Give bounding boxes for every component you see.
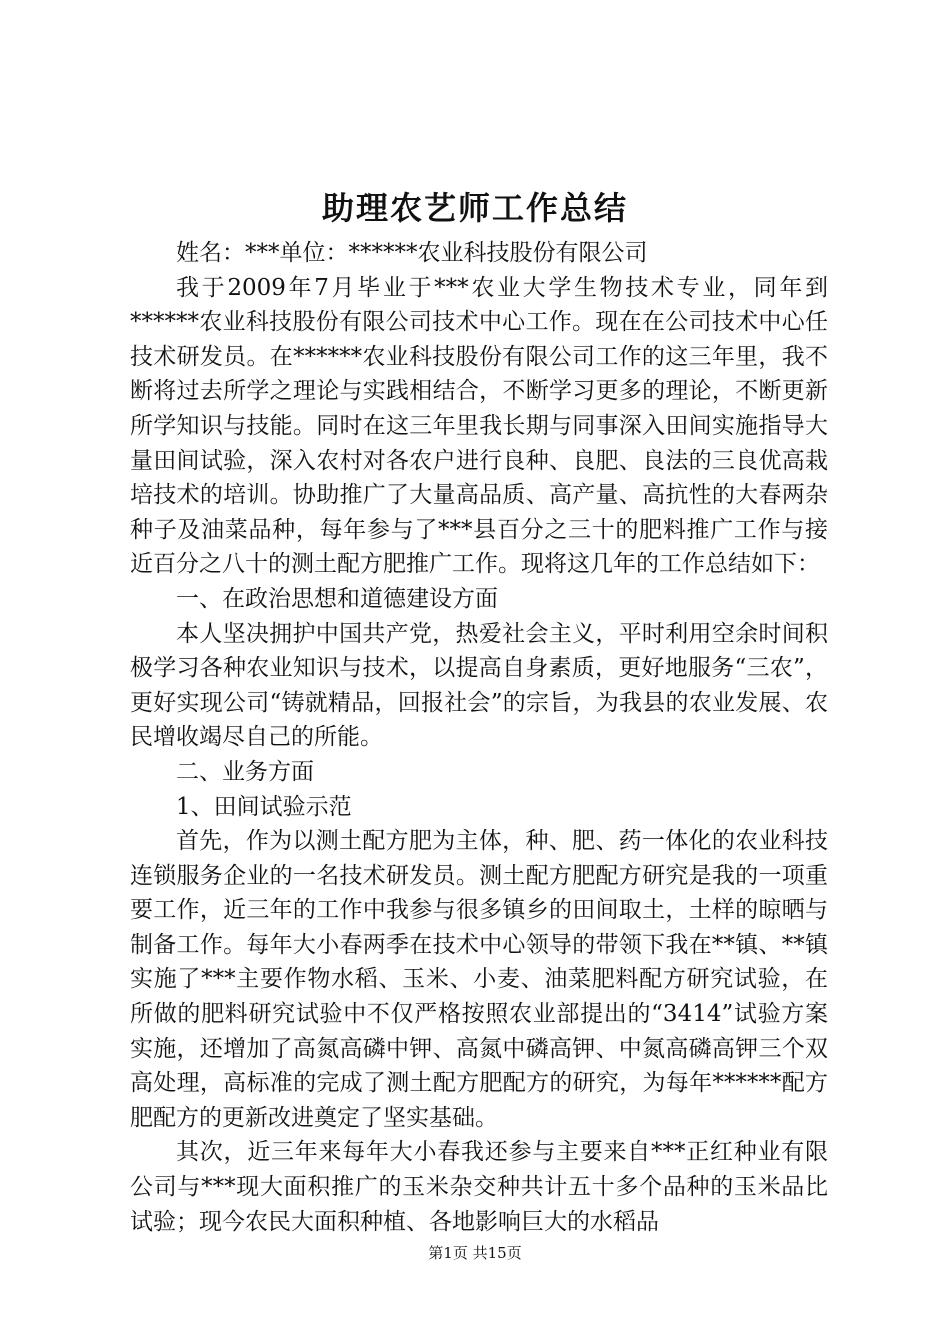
variety-trials-paragraph: 其次，近三年来每年大小春我还参与主要来自***正红种业有限公司与***现大面积推广的玉米杂交种共计五十多个品种的玉米品比试验；现今农民大面积种植、各地影响巨大的水稻品: [130, 1139, 828, 1235]
field-trials-paragraph: 首先，作为以测土配方肥为主体，种、肥、药一体化的农业科技连锁服务企业的一名技术研发员。测土配方肥配方研究是我的一项重要工作，近三年的工作中我参与很多镇乡的田间取土，土样的晾晒与制备工作。每年大小春两季在技术中心领导的带领下我在**镇、**镇实施了***主要作物水稻、玉米、小麦、油菜肥料配方研究试验，在所做的肥料研究试验中不仅严格按照农业部提出的“3414”试验方案实施，还增加了高氮高磷中钾、高氮中磷高钾、中氮高磷高钾三个双高处理，高标准的完成了测土配方肥配方的研究，为每年******配方肥配方的更新改进奠定了坚实基础。: [130, 828, 828, 1131]
political-paragraph: 本人坚决拥护中国共产党，热爱社会主义，平时利用空余时间积极学习各种农业知识与技术，以提高自身素质，更好地服务“三农”，更好实现公司“铸就精品，回报社会”的宗旨，为我县的农业发展、农民增收竭尽自己的所能。: [130, 620, 828, 751]
document-body: [130, 236, 828, 1239]
section-heading-business: 二、业务方面: [176, 758, 314, 785]
intro-paragraph: 我于2009年7月毕业于***农业大学生物技术专业，同年到******农业科技股份有限公司技术中心工作。现在在公司技术中心任技术研发员。在******农业科技股份有限公司工作的这三年里，我不断将过去所学之理论与实践相结合，不断学习更多的理论，不断更新所学知识与技能。同时在这三年里我长期与同事深入田间实施指导大量田间试验，深入农村对各农户进行良种、良肥、良法的三良优高栽培技术的培训。协助推广了大量高品质、高产量、高抗性的大春两杂种子及油菜品种，每年参与了***县百分之三十的肥料推广工作与接近百分之八十的测土配方肥推广工作。现将这几年的工作总结如下：: [130, 274, 828, 578]
author-info-line: 姓名：***单位：******农业科技股份有限公司: [176, 240, 648, 266]
section-heading-political: 一、在政治思想和道德建设方面: [176, 585, 498, 612]
page-number-footer: 第1页 共15页: [428, 1244, 522, 1262]
subsection-heading-field-trials: 1、田间试验示范: [176, 793, 352, 820]
document-title: 助理农艺师工作总结: [321, 189, 628, 227]
